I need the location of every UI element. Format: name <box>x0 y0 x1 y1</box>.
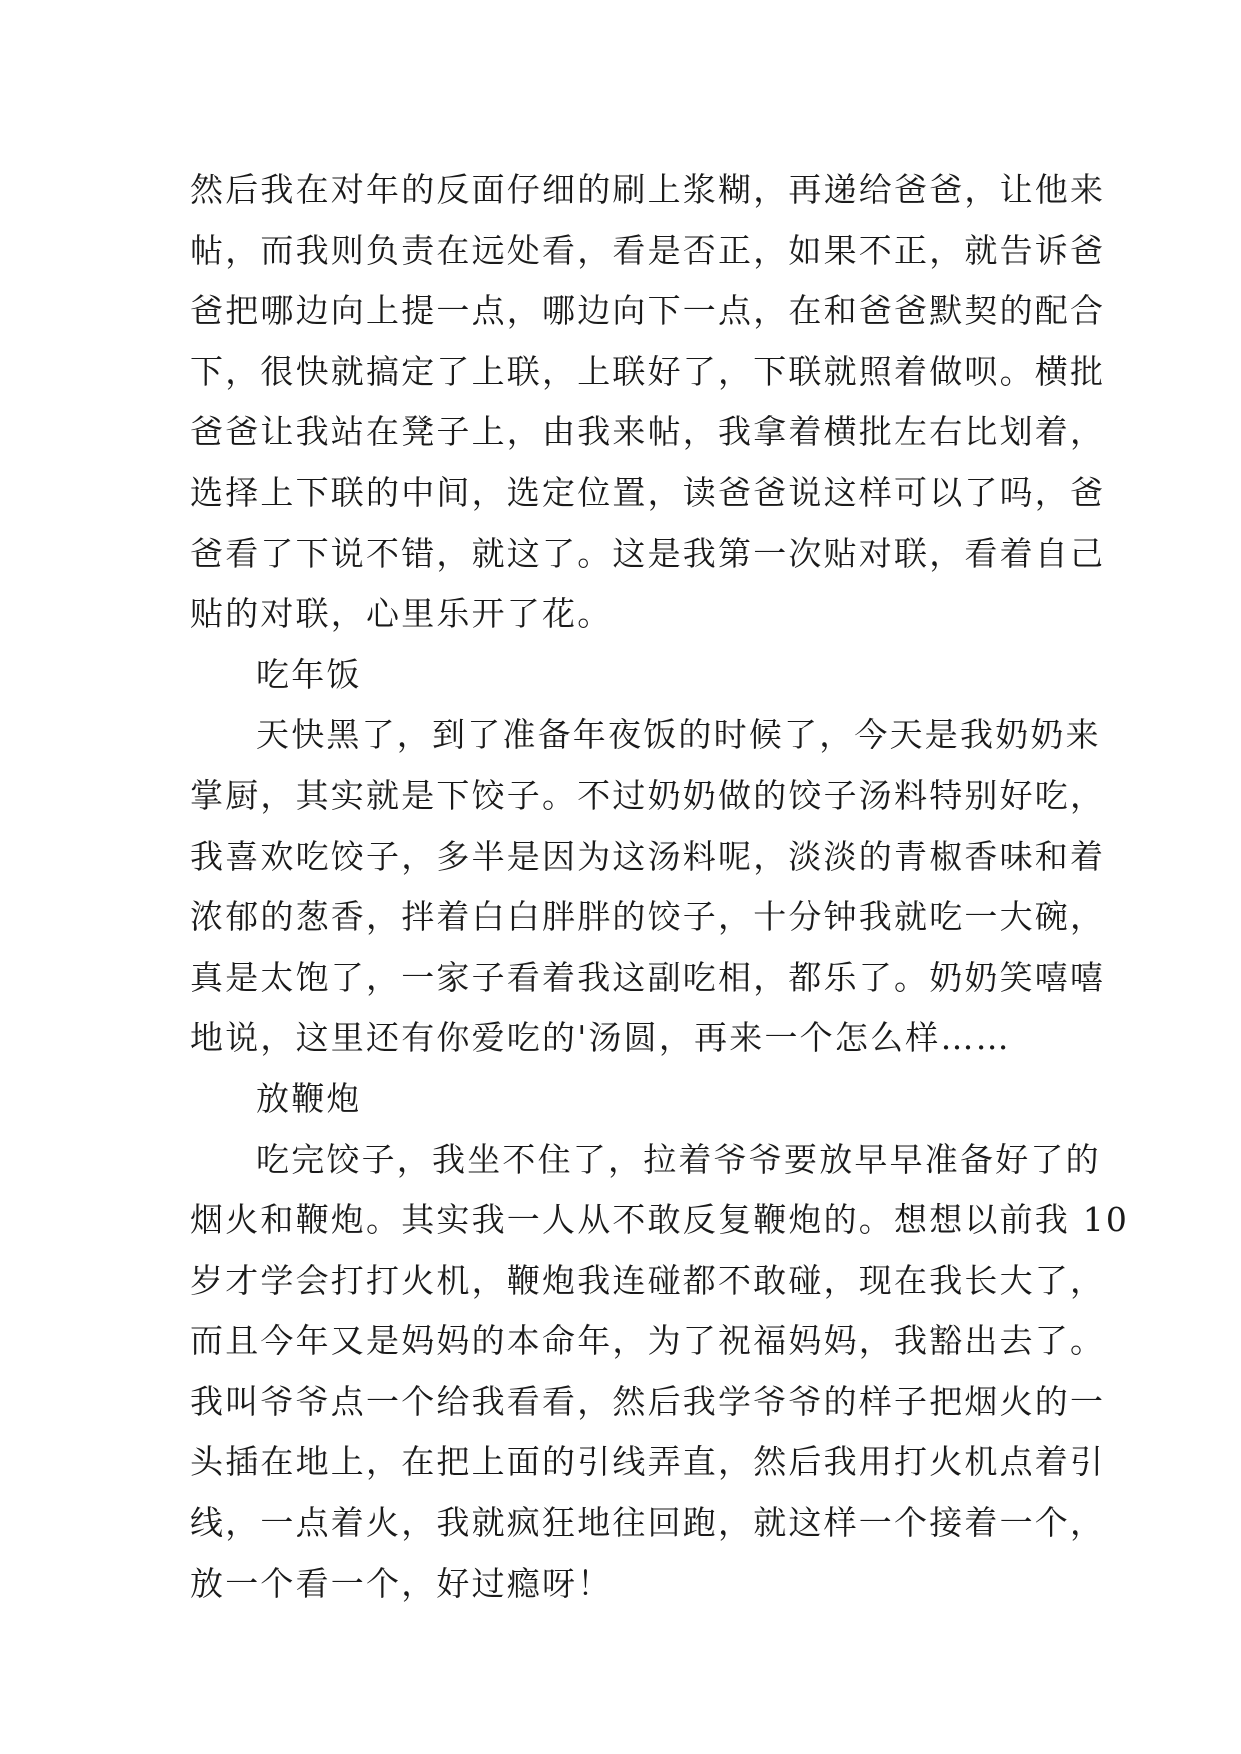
text-line: 下，很快就搞定了上联，上联好了，下联就照着做呗。横批 <box>190 351 1106 391</box>
section-heading-chi-nian-fan: 吃年饭 <box>256 654 362 694</box>
text-line: 我叫爷爷点一个给我看看，然后我学爷爷的样子把烟火的一 <box>190 1381 1106 1421</box>
text-line: 爸看了下说不错，就这了。这是我第一次贴对联，看着自己 <box>190 533 1106 573</box>
text-line: 然后我在对年的反面仔细的刷上浆糊，再递给爸爸，让他来 <box>190 170 1106 209</box>
text-line: 帖，而我则负责在远处看，看是否正，如果不正，就告诉爸 <box>190 230 1106 270</box>
text-line: 真是太饱了，一家子看着我这副吃相，都乐了。奶奶笑嘻嘻 <box>190 957 1106 997</box>
section-heading-fang-bian-pao: 放鞭炮 <box>256 1078 362 1118</box>
text-line: 烟火和鞭炮。其实我一人从不敢反复鞭炮的。想想以前我 10 <box>190 1200 1130 1240</box>
paragraph-start-line: 吃完饺子，我坐不住了，拉着爷爷要放早早准备好了的 <box>256 1139 1101 1179</box>
text-line: 岁才学会打打火机，鞭炮我连碰都不敢碰，现在我长大了， <box>190 1260 1106 1300</box>
text-line: 头插在地上，在把上面的引线弄直，然后我用打火机点着引 <box>190 1442 1106 1482</box>
text-line: 而且今年又是妈妈的本命年，为了祝福妈妈，我豁出去了。 <box>190 1321 1106 1361</box>
text-line: 选择上下联的中间，选定位置，读爸爸说这样可以了吗，爸 <box>190 472 1106 512</box>
text-line: 线，一点着火，我就疯狂地往回跑，就这样一个接着一个， <box>190 1503 1106 1543</box>
text-line: 掌厨，其实就是下饺子。不过奶奶做的饺子汤料特别好吃， <box>190 775 1106 815</box>
text-line: 爸把哪边向上提一点，哪边向下一点，在和爸爸默契的配合 <box>190 291 1106 331</box>
paragraph-start-line: 天快黑了，到了准备年夜饭的时候了，今天是我奶奶来 <box>256 715 1101 755</box>
text-line: 我喜欢吃饺子，多半是因为这汤料呢，淡淡的青椒香味和着 <box>190 836 1106 876</box>
document-body <box>190 160 1130 1614</box>
text-line: 爸爸让我站在凳子上，由我来帖，我拿着横批左右比划着， <box>190 412 1106 452</box>
text-line: 浓郁的葱香，拌着白白胖胖的饺子，十分钟我就吃一大碗， <box>190 897 1106 937</box>
text-line: 地说，这里还有你爱吃的'汤圆，再来一个怎么样…… <box>190 1018 1011 1058</box>
text-line: 贴的对联，心里乐开了花。 <box>190 594 613 634</box>
text-line: 放一个看一个，好过瘾呀！ <box>190 1563 613 1603</box>
